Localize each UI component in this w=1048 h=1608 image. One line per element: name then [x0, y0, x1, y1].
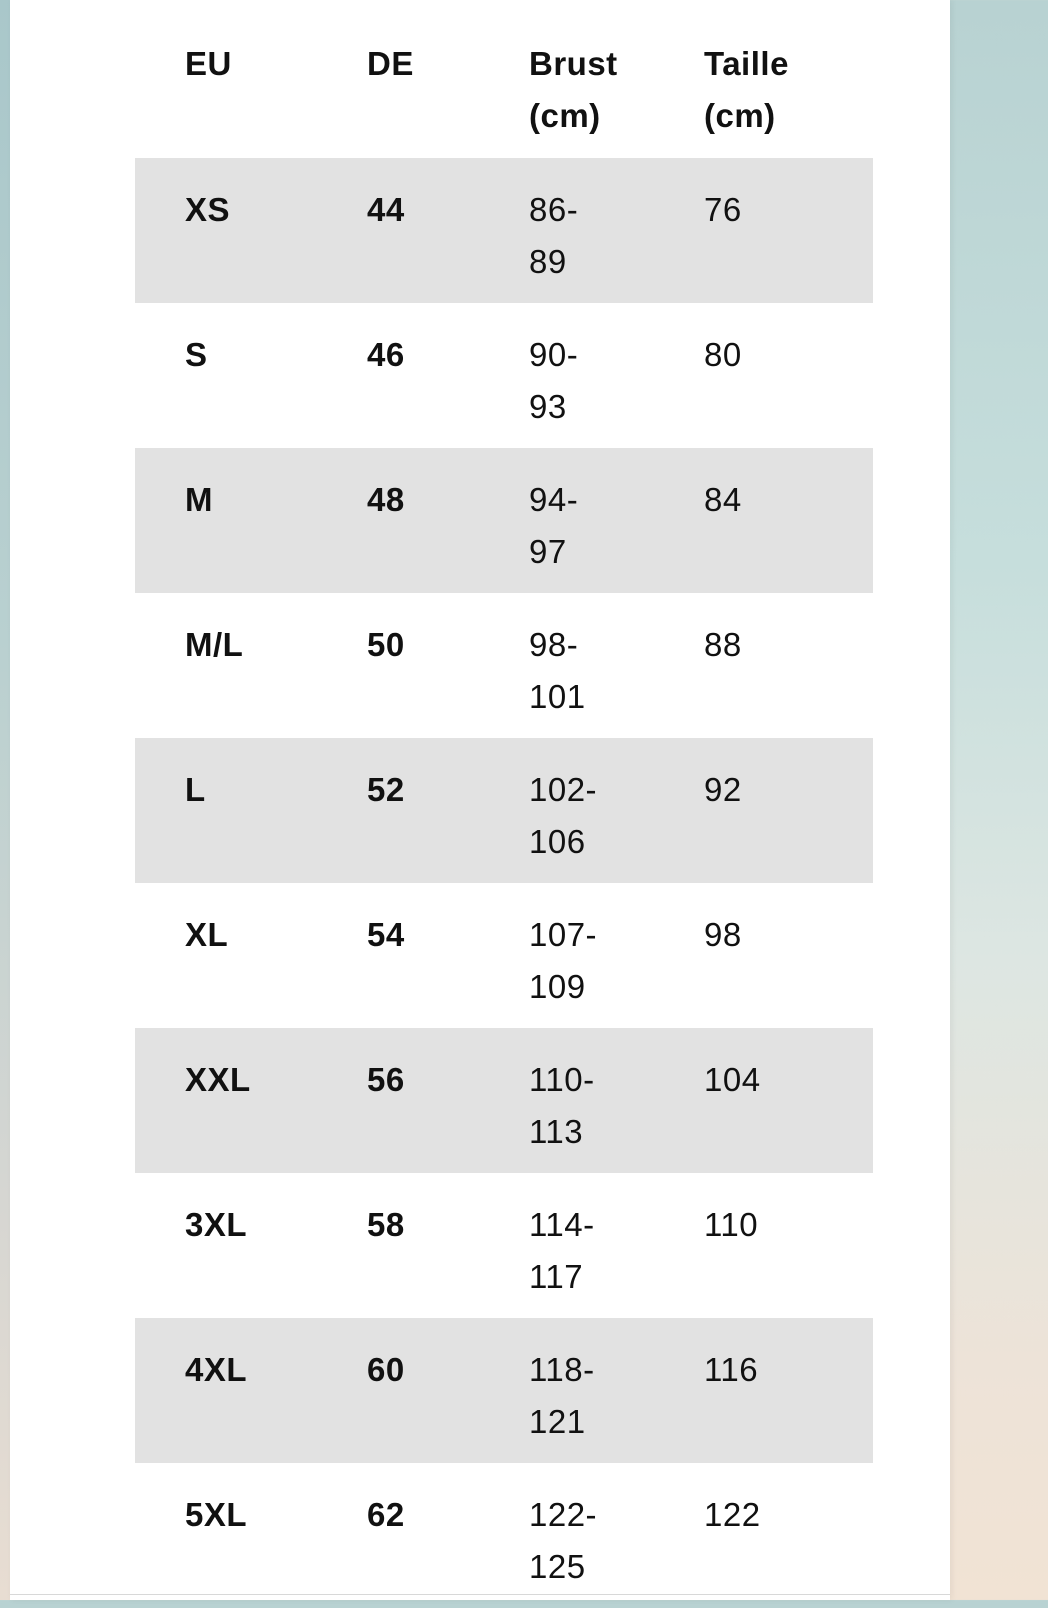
table-row — [135, 158, 873, 303]
cell-brust: 118- 121 — [529, 1318, 704, 1463]
cell-brust: 98- 101 — [529, 626, 586, 715]
table-row — [135, 1318, 873, 1463]
cell-de: 48 — [367, 448, 529, 593]
cell-brust: 107- 109 — [529, 916, 598, 1005]
cell-eu: M/L — [185, 626, 244, 663]
cell-eu: 5XL — [185, 1496, 248, 1533]
cell-de: 50 — [367, 626, 405, 663]
cell-taille: 122 — [704, 1496, 761, 1533]
table-header-row — [135, 14, 873, 158]
cell-brust: 90- 93 — [529, 336, 579, 425]
cell-taille: 92 — [704, 738, 873, 883]
table-row — [135, 1028, 873, 1173]
table-row — [135, 593, 873, 738]
cell-brust: 110- 113 — [529, 1028, 704, 1173]
table-row — [135, 448, 873, 593]
size-chart-table — [135, 14, 873, 1608]
cell-brust: 86- 89 — [529, 158, 704, 303]
header-eu: EU — [185, 45, 232, 82]
cell-eu: XXL — [135, 1028, 367, 1173]
cell-eu: XL — [185, 916, 229, 953]
header-brust: Brust (cm) — [529, 45, 618, 134]
header-taille: Taille (cm) — [704, 45, 789, 134]
cell-de: 46 — [367, 336, 405, 373]
table-row — [135, 738, 873, 883]
background-left-edge — [0, 0, 10, 1600]
size-chart-panel — [10, 0, 950, 1600]
table-row — [135, 1173, 873, 1318]
cell-brust: 102- 106 — [529, 738, 704, 883]
cell-de: 56 — [367, 1028, 529, 1173]
cell-de: 44 — [367, 158, 529, 303]
cell-eu: S — [185, 336, 208, 373]
cell-taille: 110 — [704, 1206, 759, 1243]
cell-eu: 3XL — [185, 1206, 248, 1243]
cell-eu: 4XL — [135, 1318, 367, 1463]
cell-taille: 80 — [704, 336, 742, 373]
cell-eu: L — [135, 738, 367, 883]
cell-de: 52 — [367, 738, 529, 883]
cell-taille: 116 — [704, 1318, 873, 1463]
header-de: DE — [367, 45, 414, 82]
cell-de: 60 — [367, 1318, 529, 1463]
cell-taille: 104 — [704, 1028, 873, 1173]
cell-de: 54 — [367, 916, 405, 953]
cell-de: 58 — [367, 1206, 405, 1243]
table-row — [135, 303, 873, 448]
cell-brust: 114- 117 — [529, 1206, 595, 1295]
cell-taille: 76 — [704, 158, 873, 303]
cell-taille: 98 — [704, 916, 742, 953]
cell-taille: 88 — [704, 626, 742, 663]
table-row — [135, 1463, 873, 1608]
panel-bottom-divider — [10, 1594, 950, 1595]
table-row — [135, 883, 873, 1028]
cell-taille: 84 — [704, 448, 873, 593]
cell-eu: M — [135, 448, 367, 593]
cell-brust: 122- 125 — [529, 1496, 598, 1585]
cell-eu: XS — [135, 158, 367, 303]
cell-de: 62 — [367, 1496, 405, 1533]
cell-brust: 94- 97 — [529, 448, 704, 593]
